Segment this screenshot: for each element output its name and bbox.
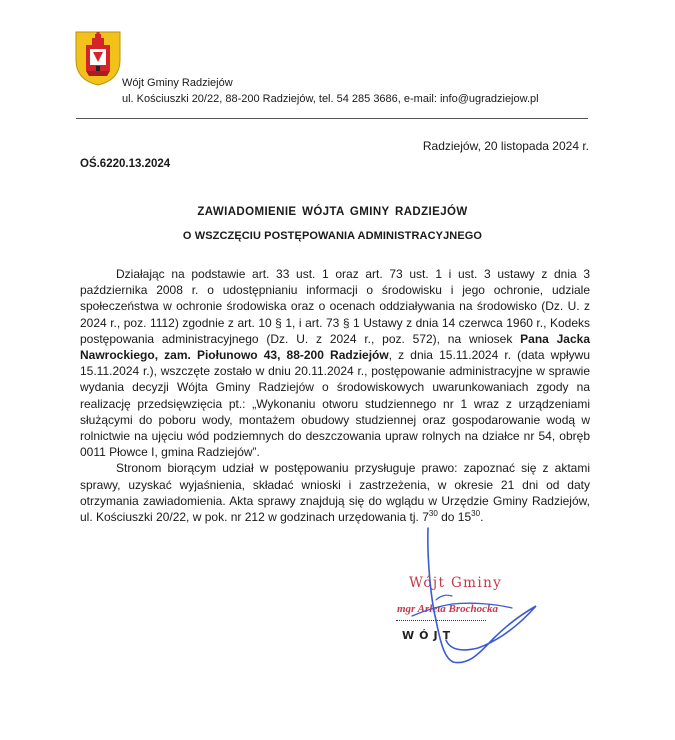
paragraph-2-text-mid: do 15 xyxy=(437,510,472,525)
reference-number: OŚ.6220.13.2024 xyxy=(80,158,171,170)
coat-of-arms-icon xyxy=(74,30,122,86)
paragraph-2 xyxy=(80,460,590,525)
paragraph-1-text-cont: , z dnia 15.11.2024 r. (data wpływu 15.11.2024 r.), wszczęte zostało w dniu 20.11.2024 r., postępowanie administracyjne w sprawie wydania decyzji Wójta Gminy Radziejów o środowiskowych uwarunkowaniach zgody na realizację przedsięwzięcia pt.: „Wykonaniu otworu studziennego nr 1 wraz z urządzeniami służącymi do poboru wody, montażem obudowy studziennej oraz gospodarowanie wodą w rolnictwie na ujęciu wód podziemnych do deszczowania upraw rolnych na działce nr 54, obręb 0011 Płowce I, gmina Radziejów”. xyxy=(80,348,591,460)
document-subtitle: O WSZCZĘCIU POSTĘPOWANIA ADMINISTRACYJNEGO xyxy=(182,230,483,242)
official-stamp xyxy=(372,568,532,648)
letterhead xyxy=(122,75,539,107)
applicant-name: Pana Jacka Nawrockiego, zam. Piołunowo 43, 88-200 Radziejów xyxy=(80,331,591,363)
stamp-name: mgr Arleta Brochocka xyxy=(397,603,499,615)
time-minutes-end: 30 xyxy=(471,509,481,519)
paragraph-1 xyxy=(80,266,590,460)
document-title: ZAWIADOMIENIE WÓJTA GMINY RADZIEJÓW xyxy=(197,206,468,218)
paragraph-1-text: Działając na podstawie art. 33 ust. 1 oraz art. 73 ust. 1 i ust. 3 ustawy z dnia 3 października 2008 r. o udostępnianiu informacji o środowisku i jego ochronie, udziale społeczeństwa w ochronie środowiska oraz o ocenach oddziaływania na środowisko (Dz. U. z 2024 r., poz. 1112) zgodnie z art. 10 § 1, i art. 73 § 1 Ustawy z dnia 14 czerwca 1960 r., Kodeks postępowania administracyjnego (Dz. U. z 2024 r., poz. 572), na wniosek xyxy=(80,267,590,346)
place-date: Radziejów, 20 listopada 2024 r. xyxy=(422,139,589,153)
stamp-title: Wójt Gminy xyxy=(409,575,503,591)
time-minutes-start: 30 xyxy=(428,509,438,519)
office-name: Wójt Gminy Radziejów xyxy=(122,77,233,89)
header-divider xyxy=(76,118,588,119)
office-contact: ul. Kościuszki 20/22, 88-200 Radziejów, tel. 54 285 3686, e-mail: info@ugradziejow.pl xyxy=(122,93,539,105)
document-body xyxy=(80,266,590,525)
paragraph-2-text: Stronom biorącym udział w postępowaniu przysługuje prawo: zapoznać się z aktami sprawy, uzyskać wyjaśnienia, składać wnioski i zastrzeżenia, w okresie 21 dni od daty otrzymania zawiadomienia. Akta sprawy znajdują się do wglądu w Urzędzie Gminy Radziejów, ul. Kościuszki 20/22, w pok. nr 212 w godzinach urzędowania tj. 7 xyxy=(80,461,590,525)
stamp-role: WÓJT xyxy=(402,629,456,642)
signature-dotted-line xyxy=(396,620,486,621)
paragraph-2-end: . xyxy=(480,510,484,525)
